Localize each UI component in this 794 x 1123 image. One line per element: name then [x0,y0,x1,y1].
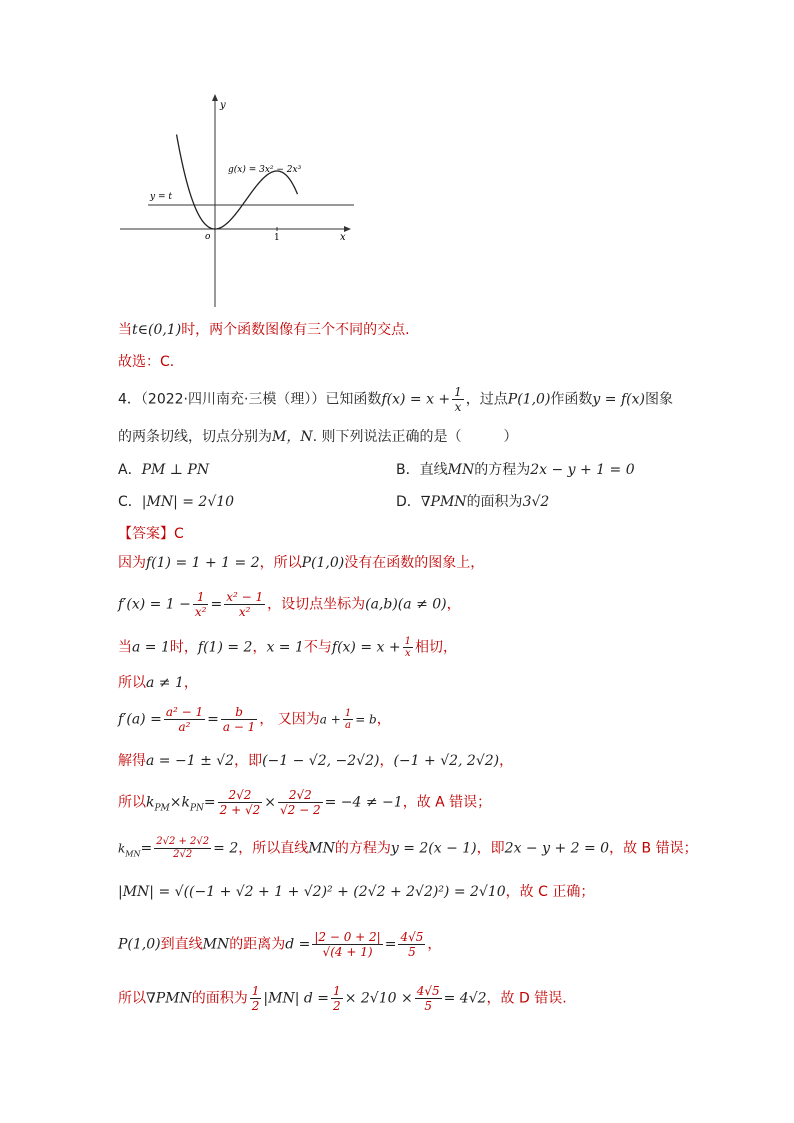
solution-line-4: 所以a ≠ 1， [118,675,198,691]
option-c [118,492,234,512]
solution-line-11: 所以∇PMN的面积为 $\frac{1}{2}$ |MN| d = $\frac{1}{2}$ × 2√10 × $\frac{4√5}{5}$ = 4√2，故 D 错误. [118,984,567,1013]
option-a [118,460,209,480]
option-a-math: PM ⊥ PN [141,462,210,478]
option-b [396,460,635,480]
solution-line-2: f′(x) = 1 − $\frac{1}{\text{x²}}$ = $\frac{\text{x² − 1}}{\text{x²}}$ ，设切点坐标为(a,b)(a ≠ 0)， [118,590,461,619]
option-a-label: A． [118,462,142,478]
problem-func2: y = f(x) [592,391,645,408]
problem-end: 图象 [644,391,673,408]
problem-line-2 [118,427,518,447]
problem-mid2: 作函数 [550,391,593,408]
y-axis-label: y [220,100,226,111]
prev-conclusion-suffix: 时，两个函数图像有三个不同的交点. [181,322,410,338]
prev-conclusion-cond: t∈(0,1) [132,322,182,338]
option-d-val: 3√2 [522,494,550,510]
option-b-mn: MN [447,462,475,478]
prev-choice: 故选：C. [118,354,175,370]
solution-line-3: 当a = 1时，f(1) = 2，x = 1不与f(x) = x + $\frac{1}{x}$ 相切， [118,636,457,659]
solution-line-9: |MN| = √((−1 + √2 + 1 + √2)² + (2√2 + 2√2)²) = 2√10，故 C 正确； [118,884,595,900]
option-d-label: D． [396,494,421,510]
option-c-math: |MN| = 2√10 [141,494,235,510]
option-b-text: 的方程为 [474,462,531,478]
solution-line-10: P(1,0)到直线MN的距离为d = $\frac{|2 - 0 + 2|}{√(4 + 1)}$ = $\frac{4√5}{5}$ ， [118,930,442,959]
cubic-curve [177,134,298,229]
answer-label: 【答案】C [118,526,184,542]
option-d-math: ∇PMN [420,494,467,510]
problem-frac: $\frac{1}{x}$ [454,385,462,414]
solution-line-7: 所以$k_{PM}\times k_{PN}=$ $\frac{2√2}{2 + √2}$ × $\frac{2√2}{√2 - 2}$ = −4 ≠ −1，故 A 错误； [118,788,492,817]
problem-func: f(x) = x + [381,391,451,408]
line-label: y = t [150,192,172,202]
option-d [396,492,549,512]
problem-point: P(1,0) [507,391,551,408]
curve-label: g(x) = 3x² − 2x³ [228,165,302,175]
problem-line2-b: . 则下列说法正确的是（ ） [312,429,518,445]
solution-line-8: $k_{MN}=$ $\frac{2√2 + 2√2}{2√2}$ = 2，所以直线MN的方程为y = 2(x − 1)，即2x − y + 2 = 0，故 B 错误； [118,836,698,860]
problem-mid: ，过点 [465,391,508,408]
problem-line-1 [118,385,673,414]
option-c-label: C． [118,494,142,510]
solution-line-5: f′(a) = $\frac{\text{a² − 1}}{\text{a²}}$ = $\frac{b}{a - 1}$ ， 又因为a + $\frac{1}{a}$ = b， [118,705,391,734]
prev-conclusion-prefix: 当 [118,322,132,338]
solution-line-6: 解得a = −1 ± √2，即(−1 − √2, −2√2)，(−1 + √2, 2√2)， [118,753,514,769]
function-graph [118,92,358,312]
option-d-text: 的面积为 [466,494,523,510]
problem-line2-mn: M，N [272,429,313,445]
problem-line2-a: 的两条切线，切点分别为 [118,429,272,445]
origin-label: o [205,232,211,242]
problem-source: 4．（2022·四川南充·三模（理））已知函数 [118,391,382,408]
option-b-math: 2x − y + 1 = 0 [530,462,635,478]
solution-line-1: 因为f(1) = 1 + 1 = 2，所以P(1,0)没有在函数的图象上， [118,555,485,571]
tick-label-1: 1 [274,233,280,243]
x-axis-label: x [340,232,346,243]
prev-conclusion [118,320,410,340]
option-b-label: B．直线 [396,462,448,478]
